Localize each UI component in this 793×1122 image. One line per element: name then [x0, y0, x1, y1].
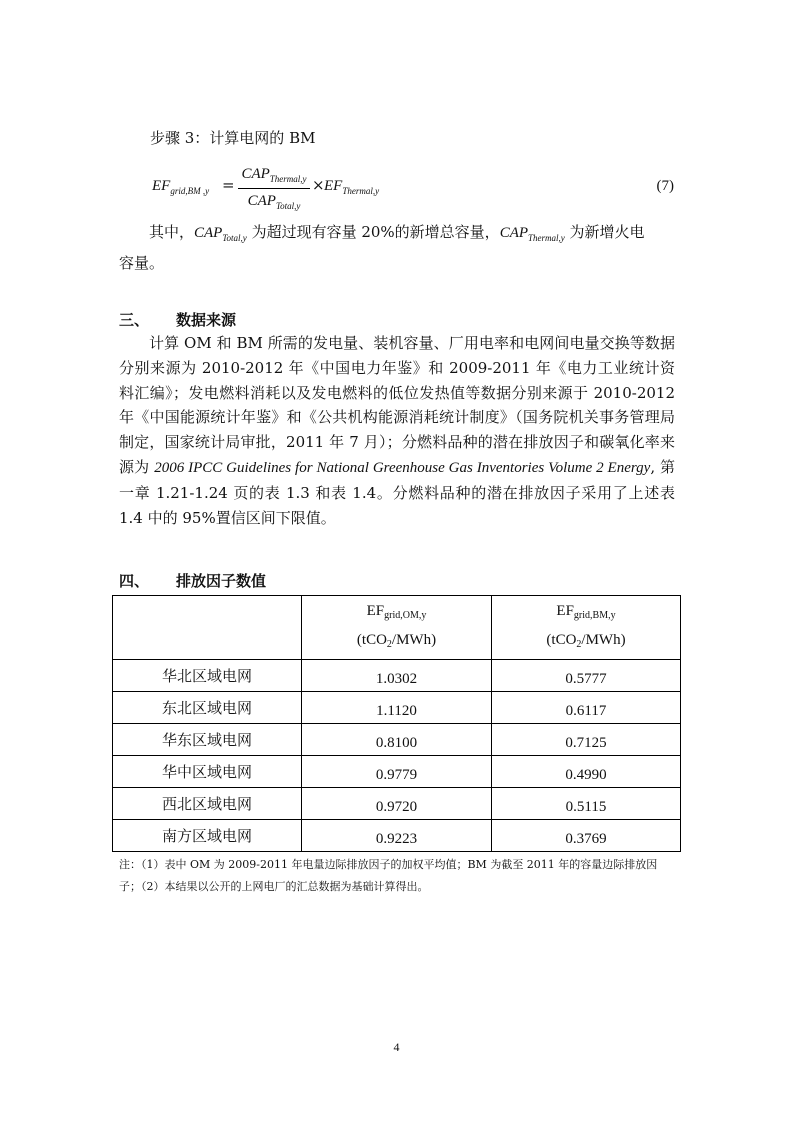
table-row [113, 660, 681, 692]
note-line-1: 注：（1）表中 OM 为 2009-2011 年电量边际排放因子的加权平均值；BM 为截至 2011 年的容量边际排放因 [119, 858, 658, 871]
formula-number: (7) [656, 178, 674, 194]
step3-title: 步骤 3：计算电网的 BM [150, 129, 316, 147]
table-row [113, 724, 681, 756]
bm-value: 0.5777 [492, 660, 681, 692]
section4-number: 四、 [119, 572, 150, 590]
section3-number: 三、 [119, 311, 150, 329]
emission-factor-table [112, 595, 681, 852]
section3-paragraph: 计算 OM 和 BM 所需的发电量、装机容量、厂用电率和电网间电量交换等数据分别来源为 2010-2012 年《中国电力年鉴》和 2009-2011 年《电力工业统计资料汇编》；发电燃料消耗以及发电燃料的低位发热值等数据分别来源于 2010-2012 年《中国能源统计年鉴》和《公共机构能源消耗统计制度》（国务院机关事务管理局制定，国家统计局审批，2011 年 7 月）；分燃料品种的潜在排放因子和碳氧化率来源为 2006 IPCC Guidelines for National Greenhouse Gas Inventories Volume 2 Energy, 第一章 1.21-1.24 页的表 1.3 和表 1.4。分燃料品种的潜在排放因子采用了上述表 1.4 中的 95%置信区间下限值。 [119, 334, 675, 527]
formula-equals: = [222, 176, 235, 194]
grid-name: 西北区域电网 [113, 788, 302, 820]
note-line-2: 子；（2）本结果以公开的上网电厂的汇总数据为基础计算得出。 [119, 880, 429, 893]
om-value: 1.0302 [302, 660, 492, 692]
bm-value: 0.7125 [492, 724, 681, 756]
formula-numerator: $CAP_{Thermal,y}$ [241, 166, 307, 184]
header-om: $EF_{grid,OM,y}$ (tCO$_2$/MWh) [302, 596, 492, 660]
table-header-row [113, 596, 681, 660]
formula-lhs: $EF_{grid,BM ,y}$ [152, 178, 210, 196]
grid-name: 东北区域电网 [113, 692, 302, 724]
formula-denominator: $CAP_{Total,y}$ [247, 193, 301, 211]
bm-value: 0.3769 [492, 820, 681, 852]
om-value: 0.9779 [302, 756, 492, 788]
grid-name: 华中区域电网 [113, 756, 302, 788]
bm-value: 0.5115 [492, 788, 681, 820]
om-value: 0.9720 [302, 788, 492, 820]
om-value: 0.9223 [302, 820, 492, 852]
bm-value: 0.4990 [492, 756, 681, 788]
formula-rhs: $EF_{Thermal,y}$ [324, 178, 380, 196]
header-empty-cell [113, 596, 302, 660]
table-row [113, 756, 681, 788]
header-bm: $EF_{grid,BM,y}$ (tCO$_2$/MWh) [492, 596, 681, 660]
table-row [113, 820, 681, 852]
ipcc-reference: 2006 IPCC Guidelines for National Greenhouse Gas Inventories Volume 2 Energy [154, 459, 651, 476]
grid-name: 华东区域电网 [113, 724, 302, 756]
grid-name: 南方区域电网 [113, 820, 302, 852]
formula-explanation: 其中，$CAP_{Total,y}$ 为超过现有容量 20%的新增总容量，$CAP_{Thermal,y}$ 为新增火电 容量。 [119, 223, 645, 272]
formula-7 [152, 164, 674, 214]
fraction-bar [238, 188, 310, 189]
section3-title: 数据来源 [176, 311, 237, 329]
page-number: 4 [393, 1040, 400, 1054]
bm-value: 0.6117 [492, 692, 681, 724]
table-note [119, 854, 679, 898]
section4-title: 排放因子数值 [176, 572, 267, 590]
grid-name: 华北区域电网 [113, 660, 302, 692]
om-value: 0.8100 [302, 724, 492, 756]
om-value: 1.1120 [302, 692, 492, 724]
table-row [113, 788, 681, 820]
table-row [113, 692, 681, 724]
formula-times: × [312, 176, 325, 194]
